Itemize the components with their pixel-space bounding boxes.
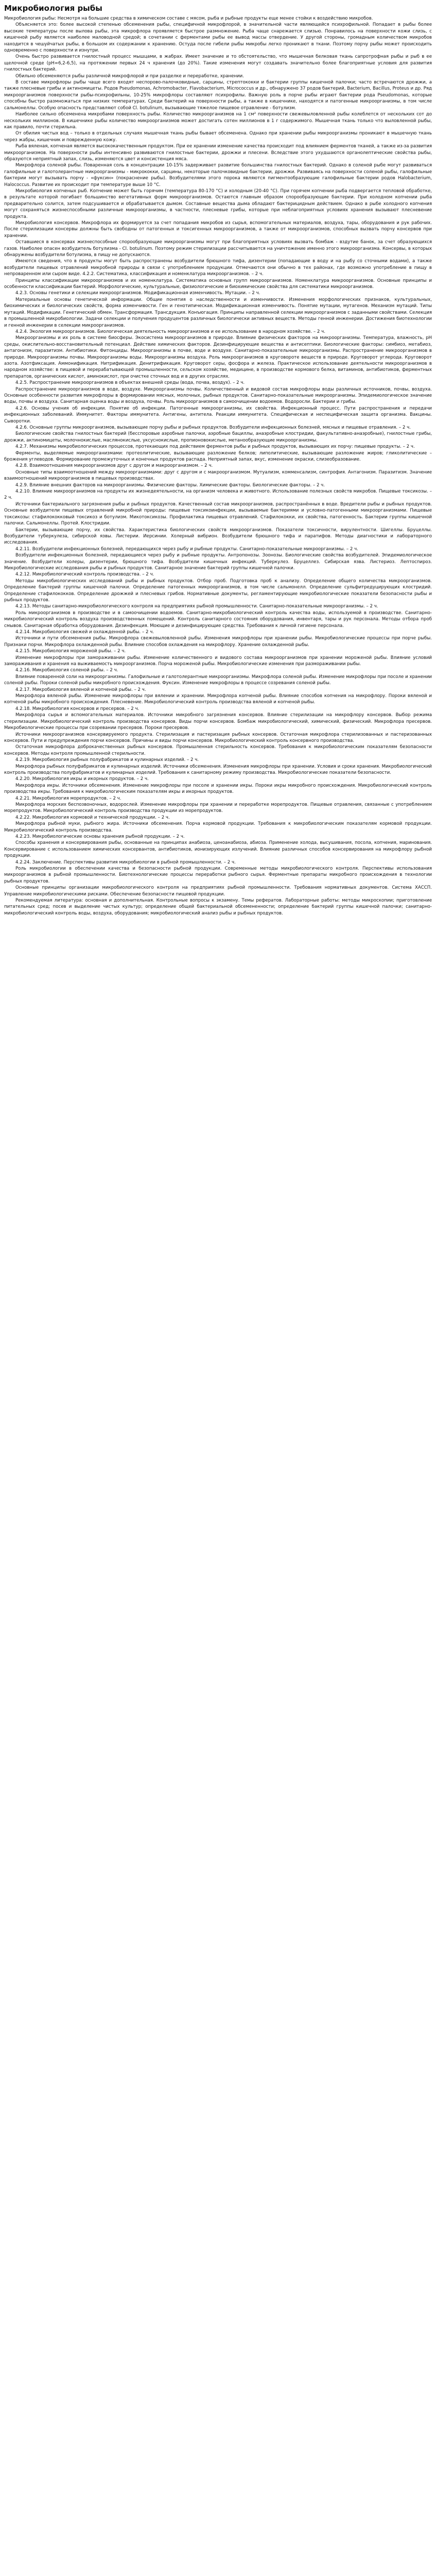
document-title: Микробиология рыбы [4, 4, 102, 13]
paragraph: Объясняется это: более высокой степенью обсеменения рыбы, специфичной микрофлорой, в значительной части являющейся психрофильной. Попадает в рыбы более высокие температуры после вылова рыбы, эта микрофлора проявляется быстрое размножение. Рыба чаще снарежается слизью. Понравилось на поверхности кожи слизь, с кишечной рыбу является наиболее маловодной средой; в сочетании с ферментами рыбы ее вывод массы отвердение. У другой стороны, громадным количеством микробов находится в чешуйчатых рыбы, в большом их содержании к хранению. Остуда после гибели рыбы микробы легко проникают в ткани. Поэтому порчу рыбы может происходить одновременно с поверхности и изнутри. [4, 22, 432, 54]
paragraph: 4.2.14. Микробиология свежей и охлажденной рыбы. – 2 ч. [15, 630, 154, 635]
paragraph: Микробиология копченых рыб. Копчение может быть горячим (температура 80-170 °С) и холодным (20-40 °С). При горячем копчении рыба подвергается тепловой обработке, в результате которой погибает большинство вегетативных форм микроорганизмов. Остаются главным образом спорообразующие бактерии. При холодном копчении рыба предварительно солится, затем подсушивается и обрабатывается дымом. Составные вещества дыма обладают бактерицидным действием. Однако в рыбе холодного копчения могут сохраняться жизнеспособными различные микроорганизмы, в частности, плесневые грибы, которые при неблагоприятных условиях хранения вызывают плесневение продукта. [4, 188, 432, 219]
paragraph: 4.2.18. Микробиология консервов и пресервов. – 2 ч. [15, 706, 139, 711]
paragraph: Материальные основы генетической информации. Общие понятия о наследственности и изменчивости. Изменения морфологических признаков, культуральных, биохимических и биологических свойств, форма изменчивости. Ген и генотипическая. Модификационная изменчивость. Понятие мутации, мутагенов. Механизм мутаций. Типы мутаций. Модификации. Генетический обмен. Трансформация. Трансдукция. Конъюгация. Принципы направленной селекции микроорганизмов с заданными свойствами. Селекция в промышленной микробиологии. Задачи селекции и получения продуцентов различных биологически активных веществ. Методы генной инженерии. Достижения биотехнологии и генной инженерии в селекции микроорганизмов. [4, 297, 432, 328]
paragraph: Микрофлора рыбных полуфабрикатов и кулинарных изделий. Источники обсеменения. Изменения микрофлоры при хранении. Условия и сроки хранения. Микробиологический контроль производства полуфабрикатов и кулинарных изделий. Требования к санитарному режиму производства. Микробиологические показатели безопасности. [4, 764, 432, 775]
paragraph: 4.2.20. Микробиология икры и икорных продуктов. – 2 ч. [15, 776, 149, 782]
paragraph: Принципы классификации микроорганизмов и их номенклатура. Систематика основных групп микроорганизмов. Номенклатура микроорганизмов. Основные принципы и особенности классификации бактерий. Морфологические, культуральные, физиологические и биохимические свойства для систематики микроорганизмов. [4, 278, 432, 290]
paragraph: 4.2.8. Взаимоотношения микроорганизмов друг с другом и макроорганизмом. – 2 ч. [15, 463, 213, 469]
paragraph: 4.2.17. Микробиология вяленой и копченой рыбы. – 2 ч. [15, 687, 146, 692]
paragraph: Остаточная микрофлора доброкачественных рыбных консервов. Промышленная стерильность консервов. Требования к микробиологическим показателям безопасности консервов. Методы контроля промышленной стерильности. [4, 744, 432, 756]
paragraph: Микрофлора соленой рыбы. Поваренная соль в концентрации 10-15% задерживает развитие большинства гнилостных бактерий. Однако в соленой рыбе могут развиваться галофильные и галотолерантные микроорганизмы - микрококки, сарцины, некоторые палочковидные бактерии, дрожжи. Развиваясь на поверхности соленой рыбы, галофильные бактерии могут вызывать порчу - «фуксин» (покраснение рыбы). Возбудителями этого порока являются пигментообразующие галофильные бактерии родов Halobacterium, Halococcus. Развитие их происходит при температуре выше 10 °С. [4, 163, 432, 188]
paragraph: Возбудители инфекционных болезней, передающиеся через рыбу и рыбные продукты. Антропонозы. Зоонозы. Биологические свойства возбудителей. Эпидемиологическое значение. Возбудители холеры, дизентерии, брюшного тифа. Возбудители кишечных инфекций. Туберкулез. Бруцеллез. Сибирская язва. Листериоз. Лептоспироз. Микробиологические исследования рыбы и рыбных продуктов. Санитарное значение бактерий группы кишечной палочки. [4, 553, 432, 571]
paragraph: Рыба вяленая, копченая является высококачественным продуктом. При ее хранении изменение качества происходит под влиянием ферментов тканей, а также из-за развития микроорганизмов. На поверхности рыбы интенсивно развиваются гнилостные бактерии, дрожжи и плесени. Вследствие этого ухудшаются органолептические свойства рыбы, образуются неприятный запах, слизь, изменяются цвет и консистенция мяса. [4, 144, 432, 162]
paragraph: Микрофлора морских беспозвоночных, водорослей. Изменение микрофлоры при хранении и переработке морепродуктов. Пищевые отравления, связанные с употреблением морепродуктов. Микробиологический контроль производства продукции из морепродуктов. [4, 802, 432, 814]
paragraph: 4.2.9. Влияние внешних факторов на микроорганизмы. Физические факторы. Химические факторы. Биологические факторы. – 2 ч. [15, 482, 325, 488]
paragraph: Ферменты, выделяемые микроорганизмами: протеолитические, вызывающие разложение белков; липолитические, вызывающие разложение жиров; гликолитические – брожения углеводов. Формирование промежуточных и конечных продуктов распада. Неприятный запах, вкус, изменение окраски, слизеобразование. [4, 450, 432, 463]
paragraph: Способы хранения и консервирования рыбы, основанные на принципах анабиоза, ценоанабиоза, абиоза. Применение холода, высушивания, посола, копчения, маринования. Консервирование с использованием химических консервантов, антибиотиков, ионизирующих излучений. Влияние различных способов консервирования на микрофлору рыбной продукции. [4, 840, 432, 859]
paragraph: Биологические свойства гнилостных бактерий (бесспоровые аэробные палочки, аэробные бациллы, анаэробные клостридии, факультативно-анаэробные), гнилостные грибы, дрожжи, актиномицеты, молочнокислые, маслянокислые, уксуснокислые, пропионовокислые, метанообразующие микроорганизмы. [4, 431, 432, 443]
document-page [0, 0, 436, 917]
paragraph: 4.2.24. Заключение. Перспективы развития микробиологии в рыбной промышленности. – 2 ч. [15, 859, 236, 865]
paragraph: 4.2.3. Основы генетики и селекции микроорганизмов. Модификационная изменчивость. Мутации. – 2 ч. [15, 291, 260, 296]
paragraph: 4.2.16. Микробиология соленой рыбы. – 2 ч. [15, 668, 118, 673]
paragraph: Источники бактериального загрязнения рыбы и рыбных продуктов. Качественный состав микроорганизмов, распространённых в воде. Вредители рыбы и рыбных продуктов. Основные возбудители пищевых отравлений микробной природы: пищевые токсикоинфекции, вызываемые бактериями и условно-патогенными микроорганизмами. Пищевые токсикозы: стафилококковый токсикоз и ботулизм. Микотоксикозы. Профилактика пищевых отравлений. Стафилококки, их свойства, патогенность. Бактерии группы кишечной палочки. Сальмонеллы. Протей. Клостридии. [4, 501, 432, 527]
paragraph: 4.2.7. Механизмы микробиологических процессов, протекающих под действием ферментов рыбы и рыбных продуктов, вызывающих их порчу: пищевые продукты. – 2 ч. [15, 444, 415, 450]
paragraph: Изменение микрофлоры при замораживании рыбы. Изменение количественного и видового состава микроорганизмов при хранении мороженой рыбы. Влияние условий замораживания и хранения на выживаемость микроорганизмов. Порча мороженой рыбы. Микробиологические изменения при размораживании рыбы. [4, 655, 432, 667]
paragraph: Рекомендуемая литература: основная и дополнительная. Контрольные вопросы к экзамену. Темы рефератов. Лабораторные работы: методы микроскопии; приготовление питательных сред; посев и выделение чистых культур; определение общей бактериальной обсемененности; определение бактерий группы кишечной палочки; санитарно-микробиологический контроль воды, воздуха, оборудования; микробиологический анализ рыбы и рыбных продуктов. [4, 898, 432, 916]
paragraph: 4.2.22. Микробиология кормовой и технической продукции. – 2 ч. [15, 815, 170, 820]
paragraph: 4.2.15. Микробиология мороженой рыбы. – 2 ч. [15, 649, 126, 654]
paragraph: 4.2.4. Экология микроорганизмов. Биологическая деятельность микроорганизмов и ее использование в народном хозяйстве. – 2 ч. [15, 329, 325, 334]
paragraph: Микробиология консервов. Микрофлора их формируется за счет попадания микробов из сырья, вспомогательных материалов, воздуха, тары, оборудования и рук рабочих. После стерилизации консервы должны быть свободны от патогенных и токсигенных микроорганизмов, а также от микроорганизмов, способных вызвать порчу консервов при хранении. [4, 221, 432, 239]
paragraph: Микрофлора рыбной муки, рыбного жира. Источники обсеменения. Порча кормовой продукции. Требования к микробиологическим показателям кормовой продукции. Микробиологический контроль производства. [4, 821, 432, 833]
paragraph: 4.2.6. Основы учения об инфекции. Понятие об инфекции. Патогенные микроорганизмы, их свойства. Инфекционный процесс. Пути распространения и передачи инфекционных заболеваний. Иммунитет. Факторы иммунитета. Антигены, антитела. Реакции иммунитета. Специфическая и неспецифическая защита организма. Вакцины. Сыворотки. [4, 405, 432, 424]
paragraph: В составе микрофлоры рыбы чаще всего входят неспорово-палочковидные, сарцины, стрептококки и бактерии группы кишечной палочки; часто встречаются дрожжи, а также плесневые грибы и актиномицеты. Родов Pseudomonas, Achromobacter, Flavobacterium, Micrococcus и др., обнаружено 37 родов бактерий, Bacterium, Bacillus, Proteus и др. Ряд микроорганизмов поверхности рыбы-психрофильны, 10-25% микрофлоры составляют психрофилы. Важную роль в порче рыбы играют бактерии рода Pseudomonas, которые способны быстро размножаться при низких температурах. Среди бактерий на поверхности рыбы, а также в кишечнике, находятся и патогенные микроорганизмы, в том числе сальмонеллы. Особую опасность представляют собой Cl. botulinum, вызывающие тяжелое пищевое отравление - ботулизм. [4, 80, 432, 111]
paragraph: Микрофлора икры. Источники обсеменения. Изменение микрофлоры при посоле и хранении икры. Пороки икры микробного происхождения. Микробиологический контроль производства икры. Требования к микробиологическим показателям икры и икорных продуктов. [4, 783, 432, 795]
paragraph: Основные принципы организации микробиологического контроля на предприятиях рыбной промышленности. Требования нормативных документов. Система ХАССП. Управление микробиологическими рисками. Обеспечение безопасности пищевой продукции. [4, 885, 432, 897]
paragraph: Оставшиеся в консервах жизнеспособные спорообразующие микроорганизмы могут при благоприятных условиях вызвать бомбаж - вздутие банок, за счет образующихся газов. Наиболее опасен возбудитель ботулизма - Cl. botulinum. Поэтому режим стерилизации рассчитывается на уничтожение именно этого микроорганизма. Консервы, в которых обнаружены возбудители ботулизма, в пищу не допускаются. [4, 240, 432, 258]
paragraph: 4.2.13. Методы санитарно-микробиологического контроля на предприятиях рыбной промышленности. Санитарно-показательные микроорганизмы. – 2 ч. [15, 604, 378, 609]
paragraph: Распространение микроорганизмов в воде, воздухе. Микроорганизмы почвы. Количественный и видовой состав микрофлоры воды различных источников, почвы, воздуха. Основные особенности развития микрофлоры в формировании мясных, молочных, рыбных продуктов. Санитарно-показательные микроорганизмы. Эпидемиологическое значение воды, почвы и воздуха. Санитарная оценка воды и воздуха, почвы. Роль микроорганизмов в самоочищении водоемов. Водоросли. Бактерии и грибы. [4, 386, 432, 405]
paragraph: 4.2.6. Основные группы микроорганизмов, вызывающие порчу рыбы и рыбных продуктов. Возбудители инфекционных болезней, мясных и пищевые отравления. – 2 ч. [15, 425, 411, 430]
paragraph: 4.2.10. Влияние микроорганизмов на продукты их жизнедеятельности, на организм человека и животного. Использование полезных свойств микробов. Пищевые токсикозы. – 2 ч. [4, 489, 432, 501]
paragraph: Микрофлора сырья и вспомогательных материалов. Источники микробного загрязнения консервов. Влияние стерилизации на микрофлору консервов. Выбор режима стерилизации. Микробиологический контроль производства консервов. Виды порчи консервов. Бомбаж микробиологический, химический, физический. Микрофлора пресервов. Микробиологические процессы при созревании пресервов. Пороки пресервов. [4, 713, 432, 731]
paragraph: Источники микроорганизмов консервируемого продукта. Стерилизация и пастеризация рыбных консервов. Остаточная микрофлора стерилизованных и пастеризованных консервов. Пути и предупреждения порчи консервов. Причины и виды порчи консервов. Микробиологический контроль консервного производства. [4, 732, 432, 743]
paragraph: 4.2.23. Микробиологические основы хранения рыбной продукции. – 2 ч. [15, 834, 185, 839]
paragraph: 4.2.19. Микробиология рыбных полуфабрикатов и кулинарных изделий. – 2 ч. [15, 757, 199, 763]
paragraph: 4.2.21. Микробиология морепродуктов. – 2 ч. [15, 795, 121, 801]
paragraph: Микроорганизмы и их роль в системе биосферы. Экосистема микроорганизмов в природе. Влияние физических факторов на микроорганизмы. Температура, влажность, pH среды, окислительно-восстановительный потенциал. Действие химических факторов. Дезинфицирующие вещества и антисептики. Биологические факторы: симбиоз, метабиоз, антагонизм, паразитизм. Антибиотики. Фитонциды. Микроорганизмы в почве, воде и воздухе. Санитарно-показательные микроорганизмы. Распространение микроорганизмов в природе. Микроорганизмы почвы. Микроорганизмы воды. Микроорганизмы воздуха. Роль микроорганизмов в круговороте веществ в природе. Круговорот углерода. Круговорот азота. Азотфиксация. Аммонификация. Нитрификация. Денитрификация. Круговорот серы, фосфора и железа. Практическое использование деятельности микроорганизмов в народном хозяйстве: в пищевой и перерабатывающей промышленности, сельском хозяйстве, медицине, в производстве кормового белка, витаминов, антибиотиков, ферментных препаратов, органических кислот, аминокислот, при очистке сточных вод и в других отраслях. [4, 335, 432, 379]
paragraph: Роль микроорганизмов в производстве и в самоочищении водоемов. Санитарно-микробиологический контроль качества воды, используемой в производстве. Санитарно-микробиологический контроль воздуха производственных помещений. Контроль санитарного состояния оборудования, инвентаря, тары и рук персонала. Методы отбора проб смывов. Санитарная обработка оборудования. Дезинфекция. Моющие и дезинфицирующие средства. Требования к личной гигиене персонала. [4, 610, 432, 629]
paragraph: Очень быстро развивается гнилостный процесс мышцами, в жабрах. Имеет значение и то обстоятельство, что мышечная белковая ткань сапротрофная рыбы и рыб в ее щелочной среде (pH=6,2-6,5), на протяжении первых 24 ч хранения (до 20%). Такие изменения могут создавать значительно более благоприятные условия для развития гнилостных бактерий. [4, 54, 432, 73]
paragraph: От обилия чистых вод – только в отдельных случаях мышечная ткань рыбы бывает обсеменена. Однако при хранении рыбы микроорганизмы проникают в мышечную ткань через жабры, кишечник и поврежденную кожу. [4, 131, 432, 143]
paragraph: Обильно обсеменяются рыбы различной микрофлорой и при разделке и переработке, хранении. [15, 73, 244, 79]
document-body [4, 15, 432, 917]
paragraph: 4.2.12. Микробиологический контроль производства. – 2 ч. [15, 572, 154, 578]
paragraph: Микробиология рыбы: Несмотря на большие средства в химическом составе с мясом, рыба и рыбные продукты еще менее стойки к воздействию микробов. [4, 16, 373, 21]
paragraph: Методы микробиологических исследований рыбы и рыбных продуктов. Отбор проб. Подготовка проб к анализу. Определение общего количества микроорганизмов. Определение бактерий группы кишечной палочки. Определение патогенных микроорганизмов, в том числе сальмонелл. Определение сульфитредуцирующих клостридий. Определение стафилококков. Определение дрожжей и плесневых грибов. Нормативные документы, регламентирующие микробиологические показатели безопасности рыбы и рыбных продуктов. [4, 578, 432, 603]
paragraph: Роль микробиологии в обеспечении качества и безопасности рыбной продукции. Современные методы микробиологического контроля. Перспективы использования микроорганизмов в рыбной промышленности. Биотехнологические процессы переработки рыбного сырья. Ферментные препараты микробного происхождения в технологии рыбных продуктов. [4, 866, 432, 884]
paragraph: Влияние поваренной соли на микроорганизмы. Галофильные и галотолерантные микроорганизмы. Микрофлора соленой рыбы. Изменение микрофлоры при посоле и хранении соленой рыбы. Пороки соленой рыбы микробного происхождения. Фуксин. Изменение микрофлоры в процессе созревания соленой рыбы. [4, 674, 432, 686]
paragraph: Микрофлора вяленой рыбы. Изменение микрофлоры при вялении и хранении. Микрофлора копченой рыбы. Влияние способов копчения на микрофлору. Пороки вяленой и копченой рыбы микробного происхождения. Плесневение. Микробиологический контроль производства вяленой и копченой рыбы. [4, 693, 432, 705]
paragraph: Бактерии, вызывающие порчу, их свойства. Характеристика биологических свойств микроорганизмов. Показатели токсичности, вирулентности. Шигеллы. Бруцеллы. Возбудители туберкулеза, сибирской язвы. Листерии. Иерсинии. Холерный вибрион. Возбудители брюшного тифа и паратифов. Методы диагностики и лабораторного исследования. [4, 527, 432, 546]
paragraph: 4.2.11. Возбудители инфекционных болезней, передающихся через рыбу и рыбные продукты. Санитарно-показательные микроорганизмы. – 2 ч. [15, 546, 358, 552]
paragraph: 4.2.5. Распространение микроорганизмов в объектах внешней среды (вода, почва, воздух). – 2 ч. [15, 380, 245, 386]
paragraph: Наиболее сильно обсеменена микробами поверхность рыбы. Количество микроорганизмов на 1 см² поверхности свежевыловленной рыбы колеблется от нескольких сот до нескольких миллионов. В кишечнике рыбы количество микроорганизмов может достигать сотен миллионов в 1 г содержимого. Мышечная ткань только что выловленной рыбы, как правило, почти стерильна. [4, 112, 432, 130]
paragraph: Имеются сведения, что в продукты могут быть распространены возбудители брюшного тифа, дизентерии (попадающие в воду и на рыбу со сточными водами), а также возбудители пищевых отравлений микробной природы в связи с употреблением продукции. Отмечаются они обычно в тех районах, где возможно употребление в пищу в непроваренном или сыром виде. 4.2.2. Систематика, классификация и номенклатура микроорганизмов. – 2 ч. [4, 259, 432, 277]
paragraph: Источники и пути обсеменения рыбы. Микрофлора свежевыловленной рыбы. Изменения микрофлоры при хранении рыбы. Микробиологические процессы при порче рыбы. Признаки порчи. Микрофлора охлажденной рыбы. Влияние способов охлаждения на микрофлору. Хранение охлажденной рыбы. [4, 636, 432, 648]
paragraph: Основные типы взаимоотношений между микроорганизмами: друг с другом и с макроорганизмом. Мутуализм, комменсализм, синтрофия. Антагонизм. Паразитизм. Значение взаимоотношений микроорганизмов в пищевых производствах. [4, 469, 432, 482]
